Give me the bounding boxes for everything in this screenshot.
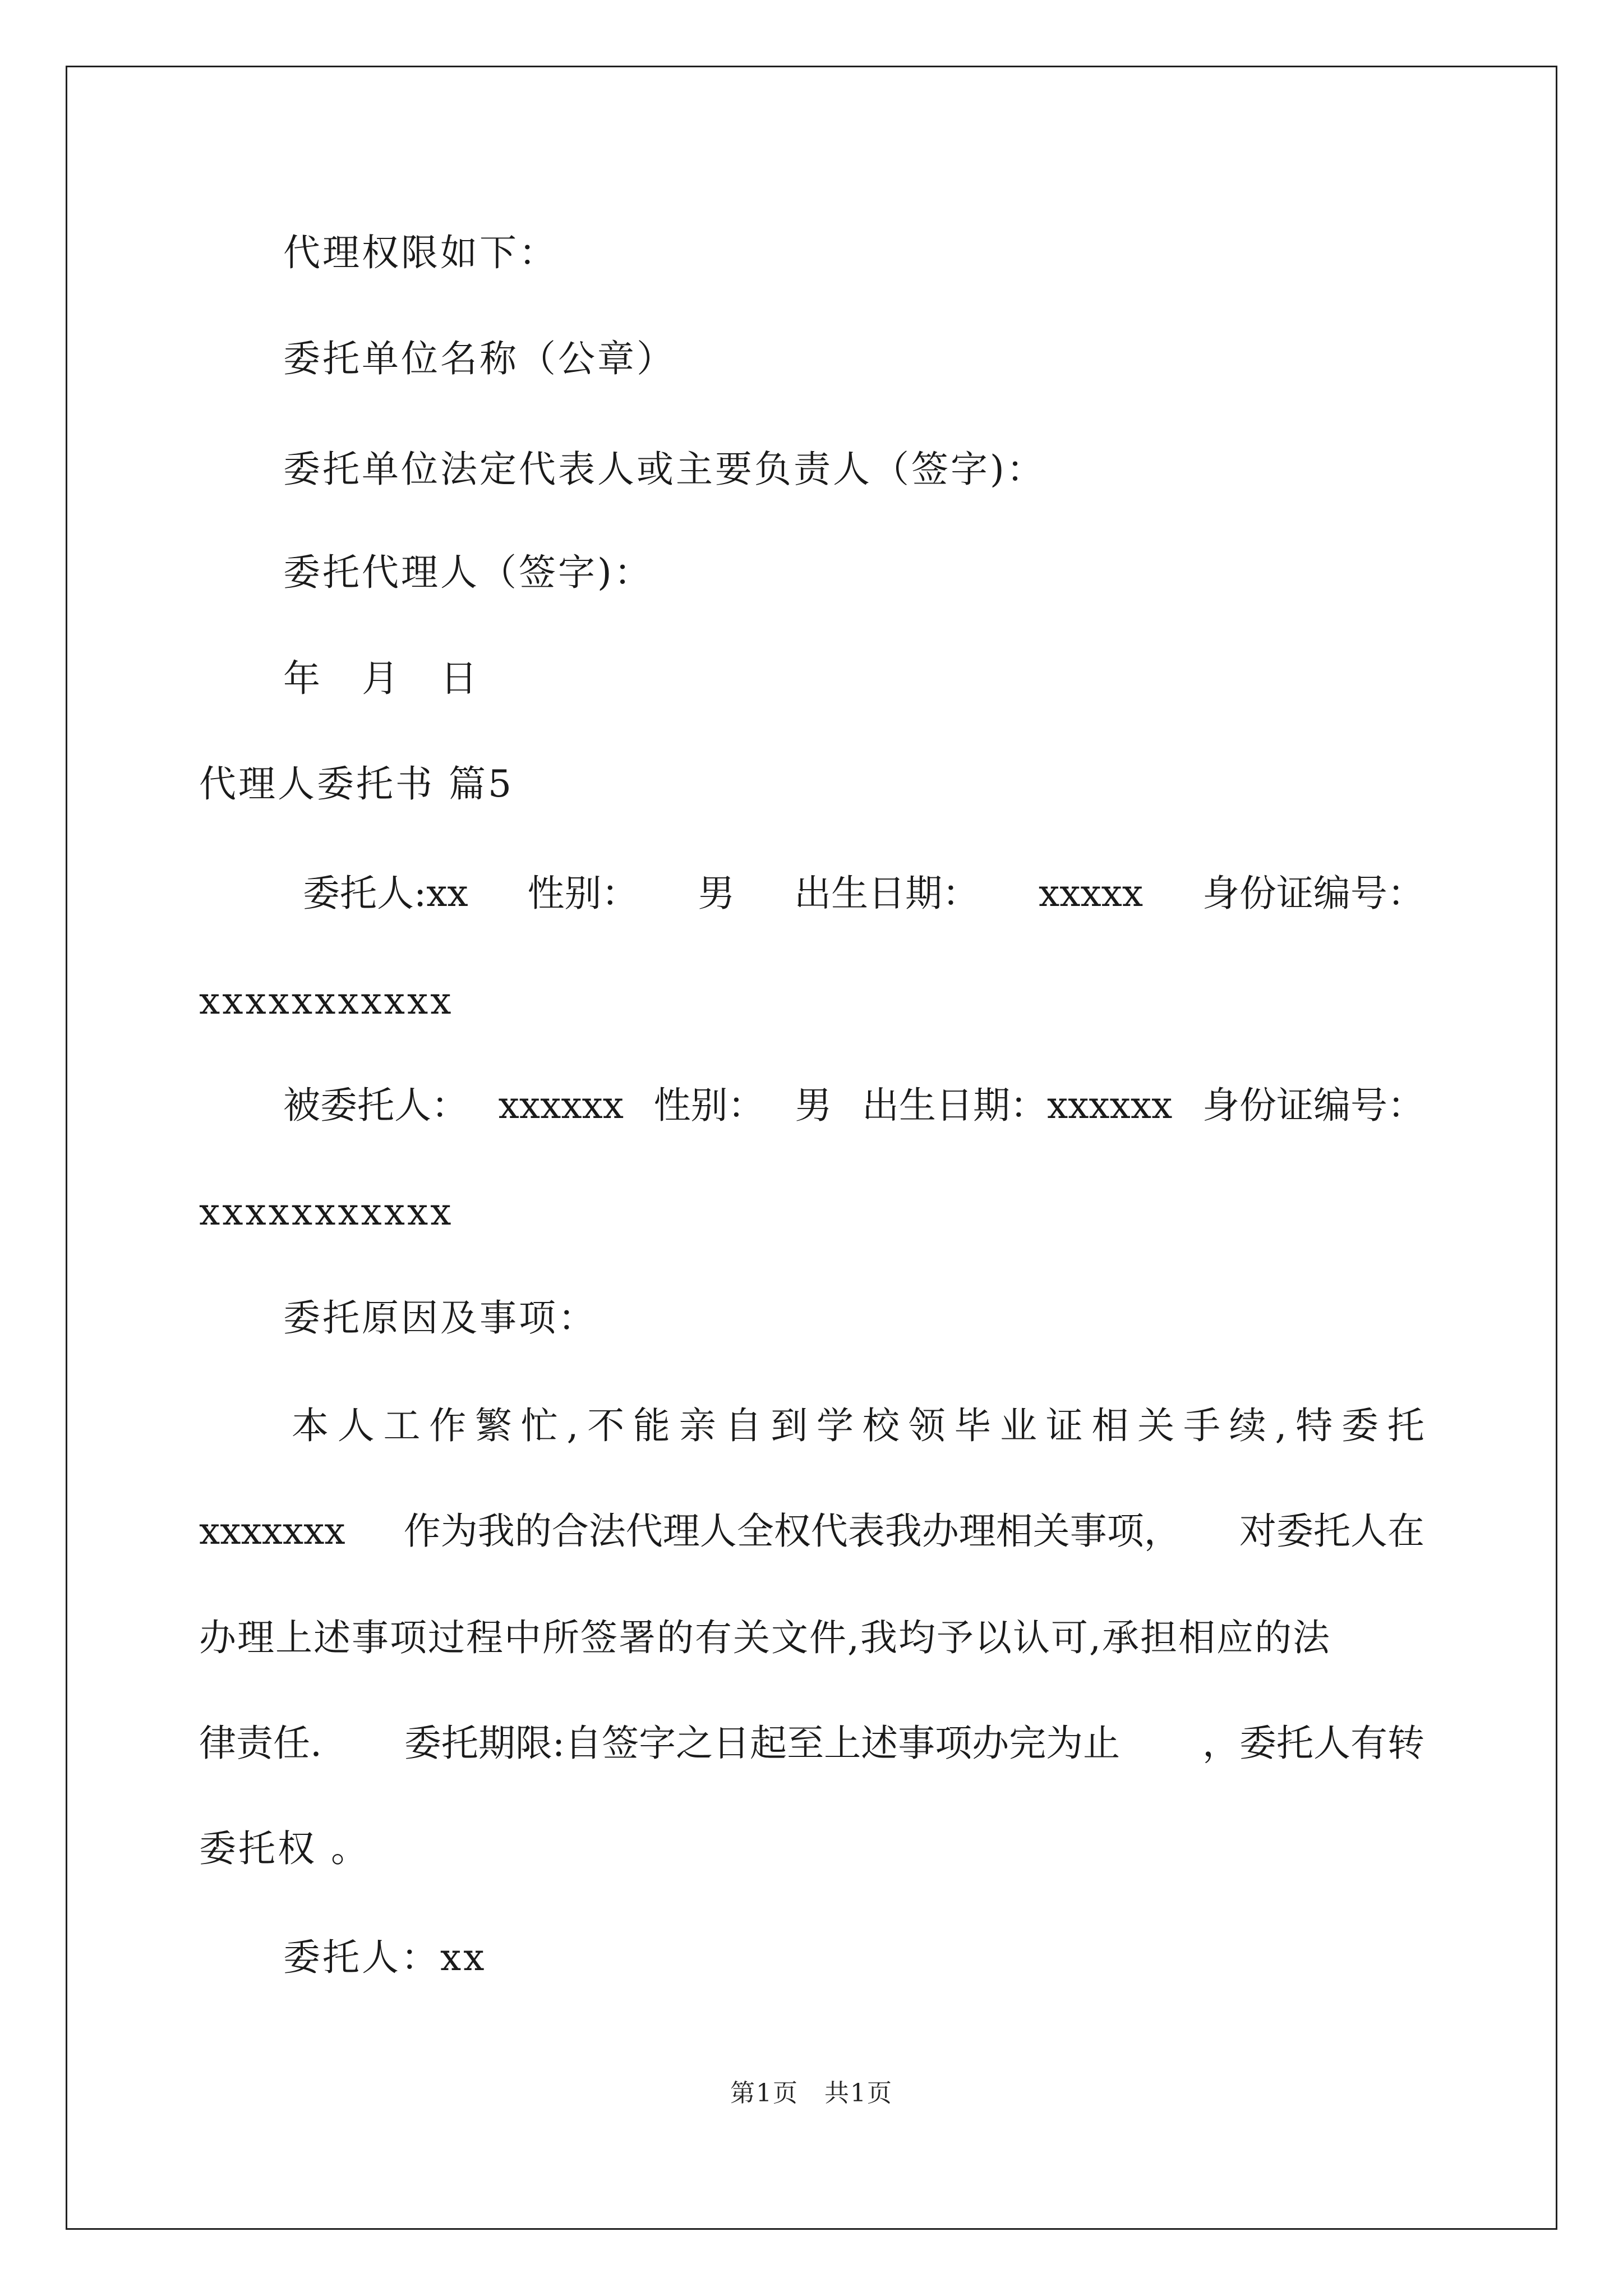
char: 亲 [679,1404,716,1447]
agent-id-label: 身份证编号： [1202,1084,1424,1127]
agent-name: xxxxxx [498,1084,624,1127]
char: 学 [816,1404,854,1447]
text-run: 委托期限:自签字之日起至上述事项办完为止 [404,1722,1121,1765]
agent-gender: 男 [795,1084,832,1127]
text-run: 律责任. [199,1722,322,1765]
line-principal-signature: 委托人：xx [283,1936,487,1979]
char: 委 [1341,1404,1378,1447]
char: 本 [292,1404,329,1447]
char: 忙 [520,1404,558,1447]
char: 校 [862,1404,900,1447]
char: 续 [1229,1404,1266,1447]
line-agent-signature: 委托代理人（签字)： [283,551,653,594]
char: , [566,1404,579,1447]
char: 不 [587,1404,625,1447]
char: 关 [1137,1404,1175,1447]
principal-gender: 男 [698,872,735,915]
agent-name-label: 被委托人： [283,1084,468,1127]
char: 繁 [475,1404,512,1447]
line-authority-heading: 代理权限如下： [283,231,558,274]
line-principal-info [303,871,1424,916]
agent-id-number: xxxxxxxxxxx [199,1190,454,1234]
text-run: 对委托人在 [1239,1510,1424,1553]
section-title: 代理人委托书 篇5 [199,762,514,806]
char: , [1275,1404,1287,1447]
text-run: 作为我的合法代理人全权代表我办理相关事项， [403,1510,1181,1553]
agent-birth: 出生日期：xxxxxx [861,1084,1173,1127]
principal-id-number: xxxxxxxxxxx [199,979,454,1023]
char: 到 [771,1404,808,1447]
paragraph-line-2 [199,1509,1424,1554]
text-run: ，委托人有转 [1202,1722,1424,1765]
paragraph-line-4 [199,1721,1424,1766]
line-agent-info [283,1083,1424,1128]
char: 领 [908,1404,946,1447]
page-border [66,66,1557,2230]
line-legal-representative: 委托单位法定代表人或主要负责人（签字)： [283,448,1046,491]
line-company-name: 委托单位名称（公章） [283,337,676,380]
char: 业 [999,1404,1037,1447]
line-date: 年 月 日 [283,657,479,700]
principal-name: 委托人:xx [303,872,468,915]
char: 自 [725,1404,762,1447]
principal-id-label: 身份证编号： [1202,872,1424,915]
text-run: xxxxxxx [199,1510,345,1553]
char: 能 [633,1404,670,1447]
char: 特 [1295,1404,1333,1447]
agent-gender-label: 性别： [653,1084,765,1127]
page-footer: 第1页 共1页 [730,2079,893,2108]
char: 工 [383,1404,421,1447]
char: 手 [1183,1404,1220,1447]
char: 毕 [954,1404,992,1447]
principal-birth-label: 出生日期： [794,872,980,915]
char: 人 [337,1404,375,1447]
text-run: 办理上述事项过程中所签署的有关文件,我均予以认可,承担相应的法 [199,1616,1331,1659]
paragraph-line-1 [292,1404,1424,1448]
line-reason-heading: 委托原因及事项： [283,1296,597,1340]
char: 证 [1045,1404,1083,1447]
paragraph-line-3 [199,1616,1424,1660]
char: 托 [1387,1404,1424,1447]
char: 相 [1091,1404,1129,1447]
paragraph-line-5: 委托权 。 [199,1827,370,1870]
char: 作 [429,1404,467,1447]
principal-birth: xxxxx [1039,872,1144,915]
principal-gender-label: 性别： [527,872,639,915]
